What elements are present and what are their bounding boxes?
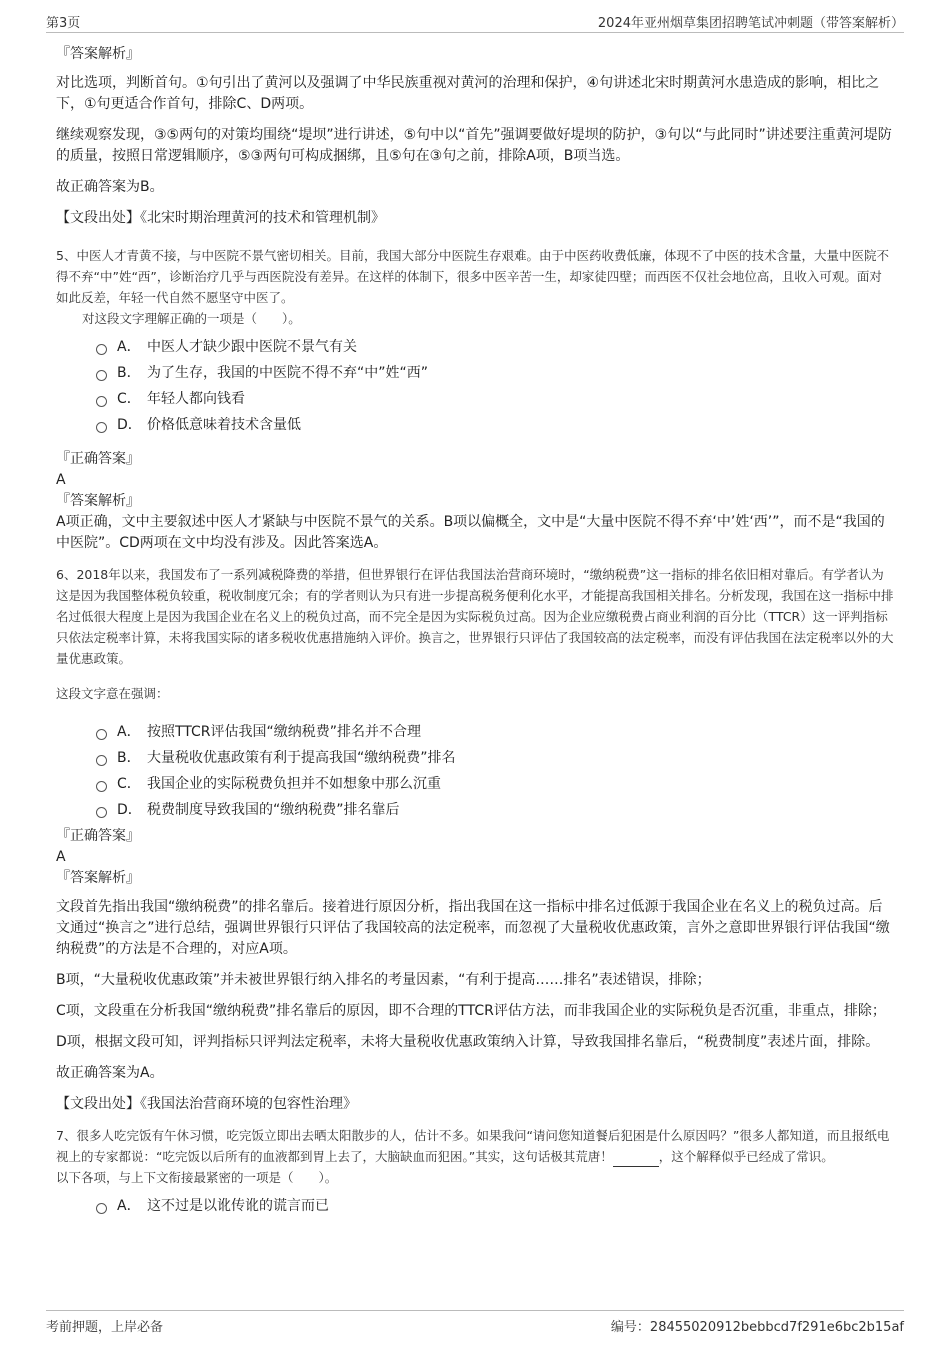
q5-answer: A: [56, 472, 66, 488]
q6-analysis-paragraph-4: D项，根据文段可知，评判指标只评判法定税率，未将大量税收优惠政策纳入计算，导致我国排名靠后，“税费制度”表述片面，排除。: [56, 1034, 880, 1050]
radio-icon[interactable]: [96, 1203, 107, 1214]
q6-source: 【文段出处】《我国法治营商环境的包容性治理》: [56, 1096, 357, 1112]
q4-analysis-conclusion: 故正确答案为B。: [56, 179, 164, 195]
q6-analysis-conclusion: 故正确答案为A。: [56, 1065, 164, 1081]
q6-answer-label: 『正确答案』: [56, 828, 140, 844]
q5-option-a[interactable]: A． 中医人才缺少跟中医院不景气有关: [96, 333, 894, 359]
q6-option-a[interactable]: A． 按照TTCR评估我国“缴纳税费”排名并不合理: [96, 718, 894, 744]
page-content: [56, 44, 894, 1222]
q6-option-c[interactable]: C． 我国企业的实际税费负担并不如想象中那么沉重: [96, 770, 894, 796]
q6-answer: A: [56, 849, 66, 865]
radio-icon[interactable]: [96, 807, 107, 818]
q5-option-c[interactable]: C． 年轻人都向钱看: [96, 385, 894, 411]
q6-prompt: 这段文字意在强调：: [56, 686, 169, 701]
q7-option-a[interactable]: A． 这不过是以讹传讹的谎言而已: [96, 1192, 894, 1218]
q6-option-d[interactable]: D． 税费制度导致我国的“缴纳税费”排名靠后: [96, 796, 894, 822]
radio-icon[interactable]: [96, 755, 107, 766]
q5-prompt: 对这段文字理解正确的一项是（ ）。: [82, 311, 301, 326]
q4-analysis-label: 『答案解析』: [56, 46, 140, 62]
radio-icon[interactable]: [96, 396, 107, 407]
q6-analysis-paragraph-2: B项，“大量税收优惠政策”并未被世界银行纳入排名的考量因素，“有利于提高……排名”表述错误，排除；: [56, 972, 711, 988]
q6-analysis-paragraph-3: C项，文段重在分析我国“缴纳税费”排名靠后的原因，即不合理的TTCR评估方法，而非我国企业的实际税负是否沉重，非重点，排除；: [56, 1003, 886, 1019]
q6-analysis-label: 『答案解析』: [56, 870, 140, 886]
fill-in-blank: [613, 1152, 659, 1167]
q5-analysis-label: 『答案解析』: [56, 493, 140, 509]
q7-stem: 7、很多人吃完饭有午休习惯，吃完饭立即出去晒太阳散步的人，估计不多。如果我问“请问您知道餐后犯困是什么原因吗？”很多人都知道，而且报纸电视上的专家都说：“吃完饭以后所有的血液都到胃上去了，大脑缺血而犯困。”其实，这句话极其荒唐！ ，这个解释似乎已经成了常识。: [56, 1125, 894, 1167]
q5-options: [96, 333, 894, 437]
page-number: 第3页: [46, 16, 81, 31]
q5-analysis: A项正确，文中主要叙述中医人才紧缺与中医院不景气的关系。B项以偏概全，文中是“大量中医院不得不弃‘中’姓‘西’”，而不是“我国的中医院”。CD两项在文中均没有涉及。因此答案选A。: [56, 514, 885, 551]
q6-option-b[interactable]: B． 大量税收优惠政策有利于提高我国“缴纳税费”排名: [96, 744, 894, 770]
q5-option-d[interactable]: D． 价格低意味着技术含量低: [96, 411, 894, 437]
q7-options: [96, 1192, 894, 1218]
page-footer: [46, 1310, 904, 1335]
q4-analysis-paragraph-1: 对比选项，判断首句。①句引出了黄河以及强调了中华民族重视对黄河的治理和保护，④句讲述北宋时期黄河水患造成的影响，相比之下，①句更适合作首句，排除C、D两项。: [56, 75, 880, 112]
footer-slogan: 考前押题，上岸必备: [46, 1320, 164, 1335]
q5-option-b[interactable]: B． 为了生存，我国的中医院不得不弃“中”姓“西”: [96, 359, 894, 385]
q5-stem: 5、中医人才青黄不接，与中医院不景气密切相关。目前，我国大部分中医院生存艰难。由于中医药收费低廉，体现不了中医的技术含量，大量中医院不得不弃“中”姓“西”，诊断治疗几乎与西医院没有差异。在这样的体制下，很多中医辛苦一生，却家徒四壁；而西医不仅社会地位高，且收入可观。面对如此反差，年轻一代自然不愿坚守中医了。: [56, 248, 889, 305]
q6-analysis-paragraph-1: 文段首先指出我国“缴纳税费”的排名靠后。接着进行原因分析，指出我国在这一指标中排名过低源于我国企业在名义上的税负过高。后文通过“换言之”进行总结，强调世界银行只评估了我国较高的法定税率，而忽视了大量税收优惠政策，言外之意即世界银行评估我国“缴纳税费”的方法是不合理的，对应A项。: [56, 899, 890, 957]
q7-prompt: 以下各项，与上下文衔接最紧密的一项是（ ）。: [56, 1170, 338, 1185]
radio-icon[interactable]: [96, 344, 107, 355]
q4-source: 【文段出处】《北宋时期治理黄河的技术和管理机制》: [56, 210, 385, 226]
q5-answer-label: 『正确答案』: [56, 451, 140, 467]
radio-icon[interactable]: [96, 781, 107, 792]
radio-icon[interactable]: [96, 422, 107, 433]
radio-icon[interactable]: [96, 729, 107, 740]
document-id: 编号：28455020912bebbcd7f291e6bc2b15af: [610, 1320, 904, 1335]
q4-analysis-paragraph-2: 继续观察发现，③⑤两句的对策均围绕“堤坝”进行讲述，⑤句中以“首先”强调要做好堤坝的防护，③句以“与此同时”讲述要注重黄河堤防的质量，按照日常逻辑顺序，⑤③两句可构成捆绑，且⑤句在③句之前，排除A项，B项当选。: [56, 127, 892, 164]
document-title: 2024年亚州烟草集团招聘笔试冲刺题（带答案解析）: [597, 16, 904, 31]
page-header: [46, 10, 904, 33]
q6-options: [96, 718, 894, 822]
q6-stem: 6、2018年以来，我国发布了一系列减税降费的举措，但世界银行在评估我国法治营商环境时，“缴纳税费”这一指标的排名依旧相对靠后。有学者认为这是因为我国整体税负较重，税收制度冗余；有的学者则认为只有进一步提高税务便利化水平，才能提高我国相关排名。分析发现，我国在这一指标中排名过低很大程度上是因为我国企业在名义上的税负过高，而不完全是因为实际税负过高。因为企业应缴税费占商业利润的百分比（TTCR）这一评判指标只依法定税率计算，未将我国实际的诸多税收优惠措施纳入评价。换言之，世界银行只评估了我国较高的法定税率，而没有评估我国在法定税率以外的大量优惠政策。: [56, 567, 894, 666]
radio-icon[interactable]: [96, 370, 107, 381]
